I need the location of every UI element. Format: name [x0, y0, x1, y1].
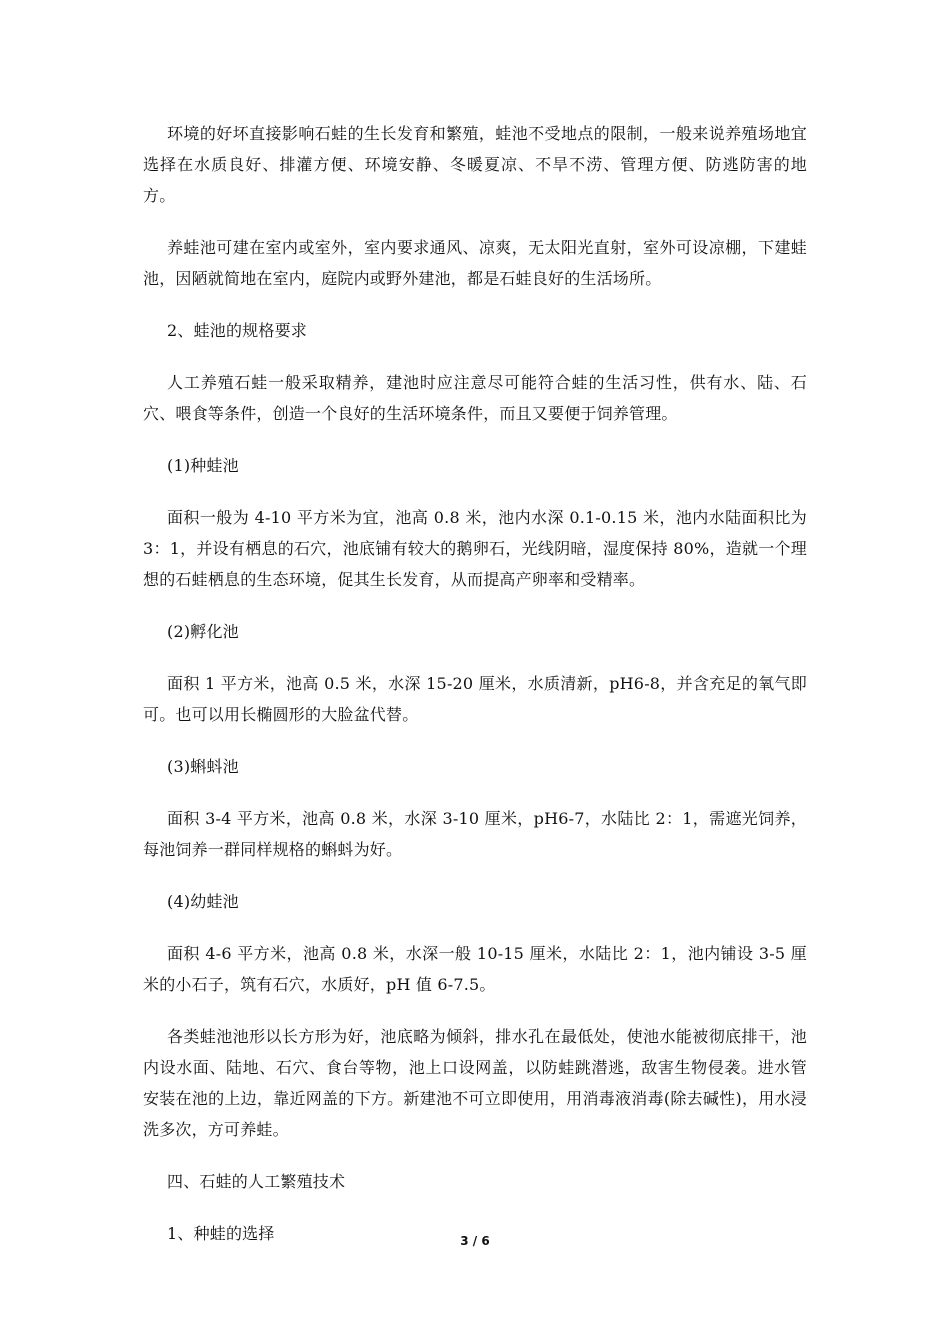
paragraph-pond-specs-intro: 人工养殖石蛙一般采取精养，建池时应注意尽可能符合蛙的生活习性，供有水、陆、石穴、喂食等条件，创造一个良好的生活环境条件，而且又要便于饲养管理。 [143, 373, 807, 423]
paragraph-breeding-pond: 面积一般为 4-10 平方米为宜，池高 0.8 米，池内水深 0.1-0.15 米，池内水陆面积比为 3：1，并设有栖息的石穴，池底铺有较大的鹅卵石，光线阴暗，湿度保持 80%，造就一个理想的石蛙栖息的生态环境，促其生长发育，从而提高产卵率和受精率。 [143, 508, 807, 589]
paragraph-tadpole-pond: 面积 3-4 平方米，池高 0.8 米，水深 3-10 厘米，pH6-7，水陆比 2：1，需遮光饲养，每池饲养一群同样规格的蝌蚪为好。 [143, 809, 807, 859]
section-heading-pond-specs: 2、蛙池的规格要求 [167, 321, 307, 340]
paragraph-juvenile-pond: 面积 4-6 平方米，池高 0.8 米，水深一般 10-15 厘米，水陆比 2：1，池内铺设 3-5 厘米的小石子，筑有石穴，水质好，pH 值 6-7.5。 [143, 944, 807, 994]
paragraph-environment: 环境的好坏直接影响石蛙的生长发育和繁殖，蛙池不受地点的限制，一般来说养殖场地宜选择在水质良好、排灌方便、环境安静、冬暖夏凉、不旱不涝、管理方便、防逃防害的地方。 [143, 124, 807, 205]
paragraph-pond-construction: 各类蛙池池形以长方形为好，池底略为倾斜，排水孔在最低处，使池水能被彻底排干，池内设水面、陆地、石穴、食台等物，池上口设网盖，以防蛙跳潜逃，敌害生物侵袭。进水管安装在池的上边，靠近网盖的下方。新建池不可立即使用，用消毒液消毒(除去碱性)，用水浸洗多次，方可养蛙。 [143, 1027, 807, 1139]
subheading-hatching-pond: (2)孵化池 [167, 622, 239, 641]
subheading-tadpole-pond: (3)蝌蚪池 [167, 757, 239, 776]
page-number: 3 / 6 [460, 1234, 490, 1248]
subheading-breeding-pond: (1)种蛙池 [167, 456, 239, 475]
paragraph-hatching-pond: 面积 1 平方米，池高 0.5 米，水深 15-20 厘米，水质清新，pH6-8，并含充足的氧气即可。也可以用长椭圆形的大脸盆代替。 [143, 674, 807, 724]
section-heading-breeding-tech: 四、石蛙的人工繁殖技术 [167, 1172, 346, 1191]
subheading-juvenile-pond: (4)幼蛙池 [167, 892, 239, 911]
paragraph-pond-location: 养蛙池可建在室内或室外，室内要求通风、凉爽，无太阳光直射，室外可设凉棚，下建蛙池，因陋就简地在室内，庭院内或野外建池，都是石蛙良好的生活场所。 [143, 238, 807, 288]
subheading-breeder-selection: 1、种蛙的选择 [167, 1224, 275, 1243]
document-body [143, 118, 807, 1270]
